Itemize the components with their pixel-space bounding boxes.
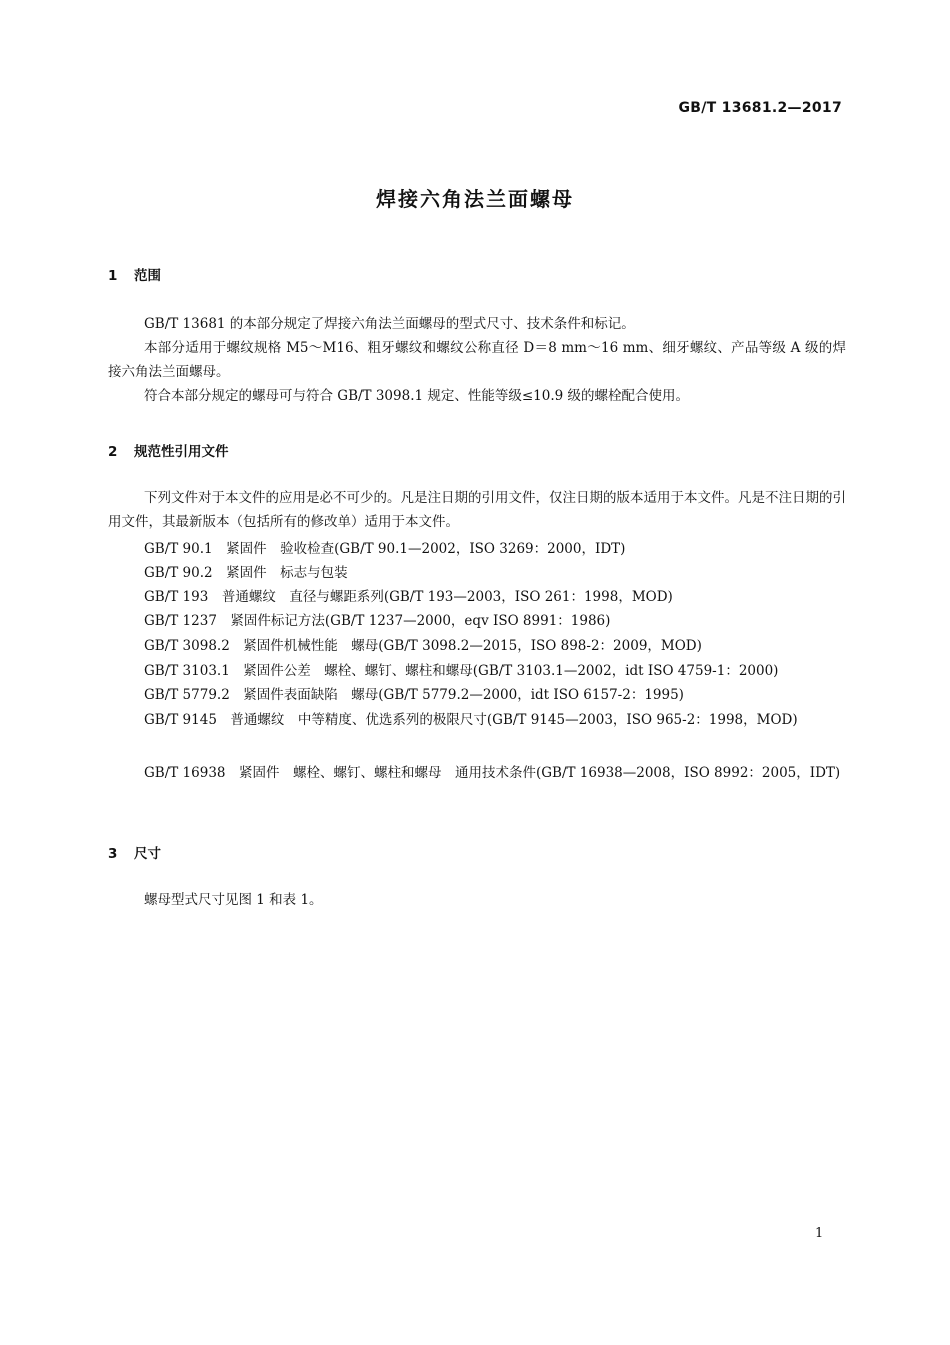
reference-item: GB/T 5779.2 紧固件表面缺陷 螺母(GB/T 5779.2—2000，idt ISO 6157-2：1995) [144,687,684,703]
page-number: 1 [815,1226,824,1241]
references-intro: 下列文件对于本文件的应用是必不可少的。凡是注日期的引用文件，仅注日期的版本适用于本文件。凡是不注日期的引用文件，其最新版本（包括所有的修改单）适用于本文件。 [108,490,846,530]
section-heading-normative-references [108,440,229,460]
header-standard-code: GB/T 13681.2—2017 [678,100,842,116]
dimensions-paragraph: 螺母型式尺寸见图 1 和表 1。 [144,892,323,908]
section-number: 1 [108,268,118,284]
section-title: 尺寸 [134,846,161,862]
reference-item: GB/T 90.2 紧固件 标志与包装 [144,565,348,581]
reference-item: GB/T 3103.1 紧固件公差 螺栓、螺钉、螺柱和螺母(GB/T 3103.1—2002，idt ISO 4759-1：2000) [144,663,779,679]
scope-paragraph-2: 本部分适用于螺纹规格 M5～M16、粗牙螺纹和螺纹公称直径 D＝8 mm～16 mm、细牙螺纹、产品等级 A 级的焊接六角法兰面螺母。 [108,340,846,380]
section-number: 3 [108,846,118,862]
section-title: 范围 [134,268,161,284]
reference-item: GB/T 3098.2 紧固件机械性能 螺母(GB/T 3098.2—2015，ISO 898-2：2009，MOD) [144,638,702,654]
section-heading-dimensions [108,842,161,862]
scope-paragraph-1: GB/T 13681 的本部分规定了焊接六角法兰面螺母的型式尺寸、技术条件和标记。 [144,316,635,332]
scope-paragraph-3: 符合本部分规定的螺母可与符合 GB/T 3098.1 规定、性能等级≤10.9 级的螺栓配合使用。 [144,388,690,404]
reference-item: GB/T 193 普通螺纹 直径与螺距系列(GB/T 193—2003，ISO 261：1998，MOD) [144,589,673,605]
reference-item: GB/T 16938 紧固件 螺栓、螺钉、螺柱和螺母 通用技术条件(GB/T 16938—2008，ISO 8992：2005，IDT) [144,765,841,781]
reference-item: GB/T 1237 紧固件标记方法(GB/T 1237—2000，eqv ISO 8991：1986) [144,613,611,629]
document-title: 焊接六角法兰面螺母 [376,187,574,211]
section-title: 规范性引用文件 [134,444,229,460]
reference-item: GB/T 90.1 紧固件 验收检查(GB/T 90.1—2002，ISO 3269：2000，IDT) [144,541,626,557]
reference-item: GB/T 9145 普通螺纹 中等精度、优选系列的极限尺寸(GB/T 9145—2003，ISO 965-2：1998，MOD) [144,712,798,728]
section-number: 2 [108,444,118,460]
section-heading-scope [108,264,161,284]
